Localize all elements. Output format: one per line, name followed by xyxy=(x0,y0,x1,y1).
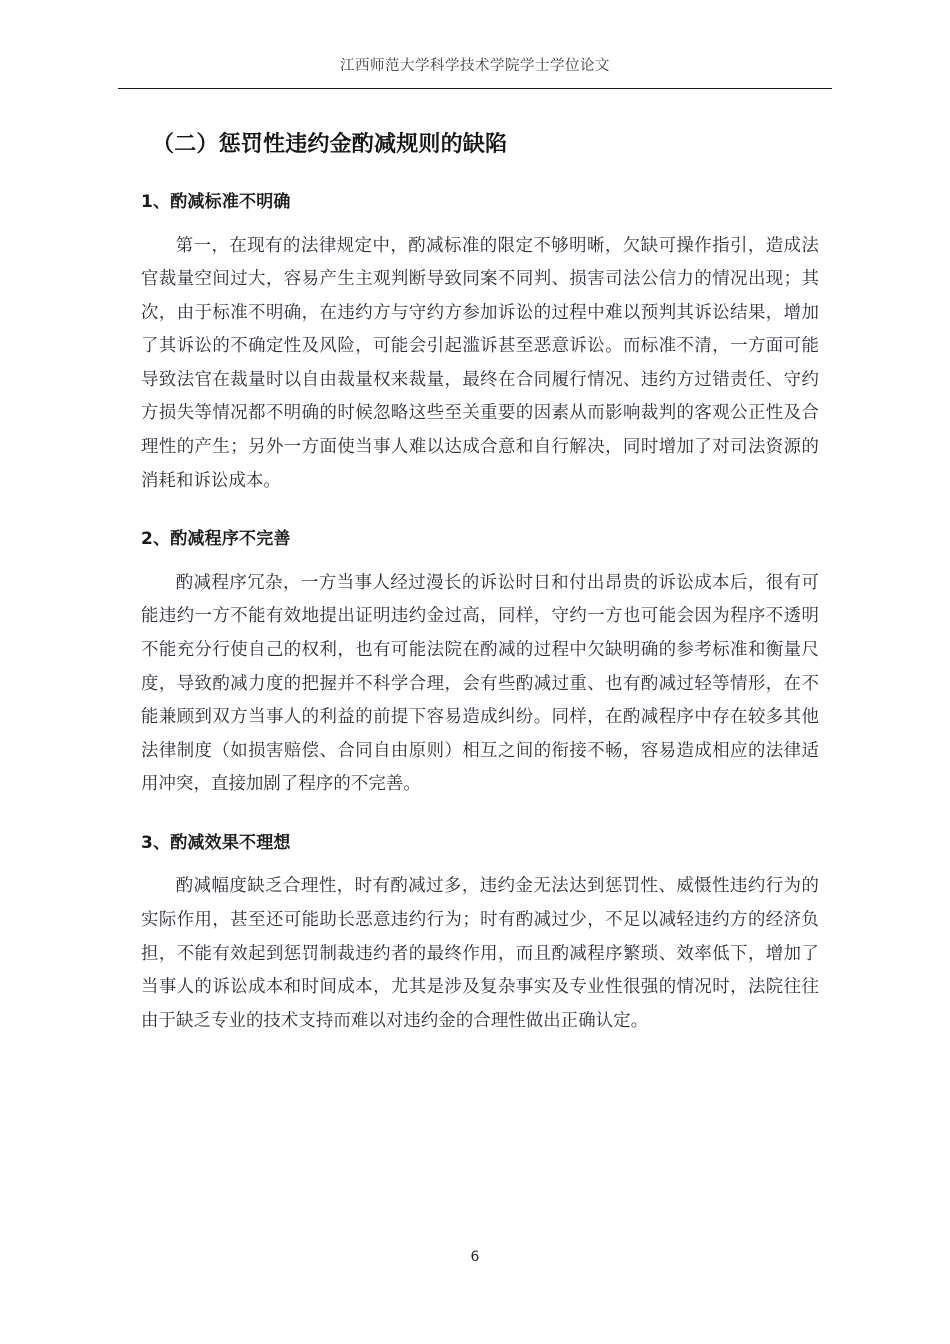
subsection-heading-3: 3、酌减效果不理想 xyxy=(141,832,291,853)
page-footer xyxy=(118,1248,832,1266)
subsection-paragraph-1: 第一，在现有的法律规定中，酌减标准的限定不够明晰，欠缺可操作指引，造成法官裁量空间过大，容易产生主观判断导致同案不同判、损害司法公信力的情况出现；其次，由于标准不明确，在违约方与守约方参加诉讼的过程中难以预判其诉讼结果，增加了其诉讼的不确定性及风险，可能会引起滥诉甚至恶意诉讼。而标准不清，一方面可能导致法官在裁量时以自由裁量权来裁量，最终在合同履行情况、违约方过错责任、守约方损失等情况都不明确的时候忽略这些至关重要的因素从而影响裁判的客观公正性及合理性的产生；另外一方面使当事人难以达成合意和自行解决，同时增加了对司法资源的消耗和诉讼成本。 xyxy=(141,235,819,491)
running-header-title: 江西师范大学科学技术学院学士学位论文 xyxy=(340,58,610,74)
subsection-heading-1: 1、酌减标准不明确 xyxy=(141,192,291,212)
page-number: 6 xyxy=(470,1249,480,1265)
document-body xyxy=(141,112,819,1038)
subsection-paragraph-2: 酌减程序冗杂，一方当事人经过漫长的诉讼时日和付出昂贵的诉讼成本后，很有可能违约一方不能有效地提出证明违约金过高，同样，守约一方也可能会因为程序不透明不能充分行使自己的权利，也有可能法院在酌减的过程中欠缺明确的参考标准和衡量尺度，导致酌减力度的把握并不科学合理，会有些酌减过重、也有酌减过轻等情形，在不能兼顾到双方当事人的利益的前提下容易造成纠纷。同样，在酌减程序中存在较多其他法律制度（如损害赔偿、合同自由原则）相互之间的衔接不畅，容易造成相应的法律适用冲突，直接加剧了程序的不完善。 xyxy=(141,572,819,795)
page-title: （二）惩罚性违约金酌减规则的缺陷 xyxy=(152,132,508,157)
subsection-paragraph-3: 酌减幅度缺乏合理性，时有酌减过多，违约金无法达到惩罚性、威慑性违约行为的实际作用，甚至还可能助长恶意违约行为；时有酌减过少，不足以减轻违约方的经济负担，不能有效起到惩罚制裁违约者的最终作用，而且酌减程序繁琐、效率低下，增加了当事人的诉讼成本和时间成本，尤其是涉及复杂事实及专业性很强的情况时，法院往往由于缺乏专业的技术支持而难以对违约金的合理性做出正确认定。 xyxy=(141,876,819,1031)
header-divider-rule xyxy=(118,88,832,89)
subsection-heading-2: 2、酌减程序不完善 xyxy=(141,529,291,550)
running-header xyxy=(118,58,832,75)
